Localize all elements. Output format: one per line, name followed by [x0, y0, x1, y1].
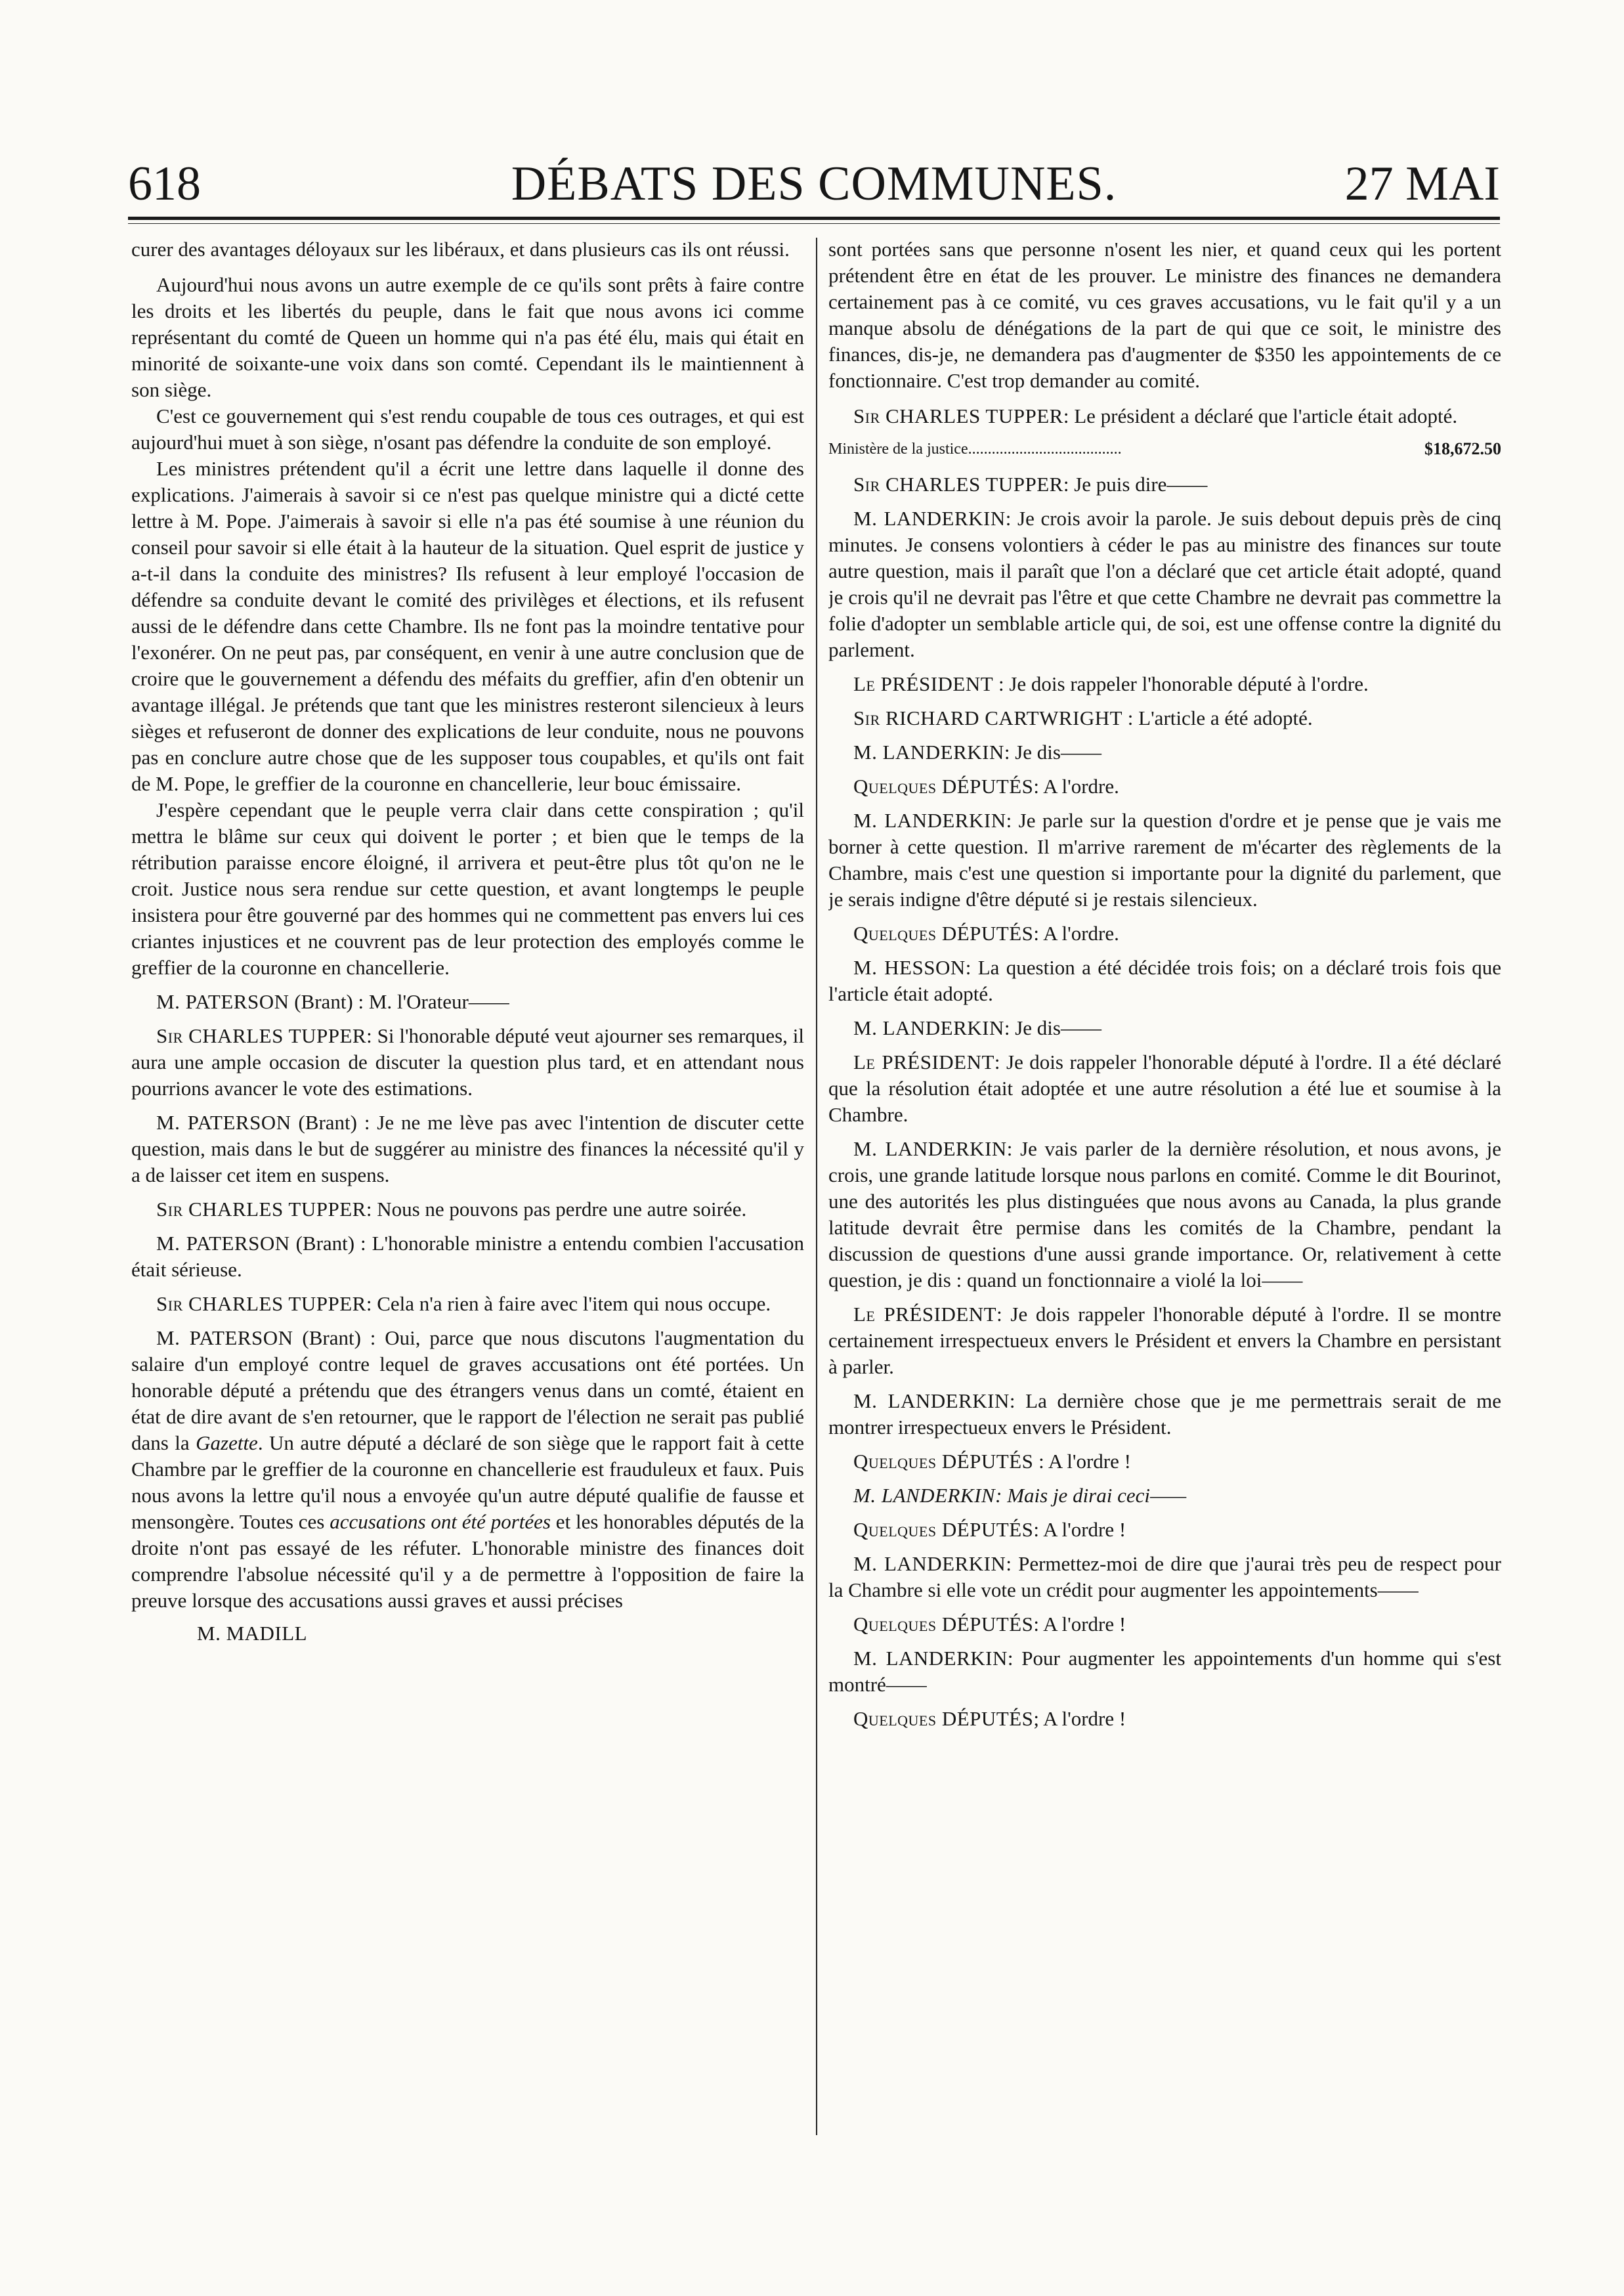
- speech-text: : Je puis dire——: [1063, 473, 1208, 496]
- right-column: [828, 236, 1501, 2219]
- speaker-name: M. LANDERKIN: [853, 507, 1006, 530]
- speech-text: (Brant) : Je ne me lève pas avec l'intention de discuter cette question, mais dans le but de suggérer au ministre des finances la nécessité qu'il y a de laisser cet item en suspens.: [131, 1111, 804, 1186]
- speaker-name: Sir CHARLES TUPPER: [156, 1292, 366, 1315]
- speech: [828, 1611, 1501, 1637]
- paragraph: sont portées sans que personne n'osent les nier, et quand ceux qui les portent prétendent être en état de les prouver. Le ministre des finances ne demandera certainement pas à ce comité, vu ces graves accusations, vu le fait qu'il y a un manque absolu de dénégations de la part de qui que ce soit, le ministre des finances, dis-je, ne demandera pas d'augmenter de $350 les appointements de ce fonctionnaire. C'est trop demander au comité.: [828, 238, 1501, 392]
- speech-text: : Permettez-moi de dire que j'aurai très peu de respect pour la Chambre si elle vote un crédit pour augmenter les appointements——: [828, 1552, 1501, 1601]
- speaker-name: Quelques DÉPUTÉS: [853, 1707, 1034, 1730]
- speaker-name: M. HESSON: [853, 956, 966, 979]
- speech: [131, 1230, 804, 1283]
- column-divider: [816, 238, 817, 2135]
- speech: [828, 808, 1501, 913]
- speech: [828, 1049, 1501, 1128]
- speech-text: : Mais je dirai ceci——: [995, 1484, 1187, 1507]
- speech: [828, 1448, 1501, 1475]
- speech-text: : L'article a été adopté.: [1122, 706, 1313, 729]
- speech-text: : Le président a déclaré que l'article était adopté.: [1063, 404, 1458, 427]
- speech: [828, 921, 1501, 947]
- speech-text: : Je parle sur la question d'ordre et je pense que je vais me borner à cette question. Il m'arrive rarement de m'écarter des règlements de la Chambre, mais c'est une question si importante pour la dignité du parlement, que je serais indigne d'être député si je restais silencieux.: [828, 809, 1501, 911]
- paragraph: C'est ce gouvernement qui s'est rendu coupable de tous ces outrages, et qui est aujourd'hui muet à son siège, n'osant pas défendre la conduite de son employé.: [131, 404, 804, 454]
- speech-text: : La dernière chose que je me permettrais serait de me montrer irrespectueux envers le Président.: [828, 1389, 1501, 1439]
- speaker-name: Quelques DÉPUTÉS: [853, 775, 1034, 798]
- speech-text: : Si l'honorable député veut ajourner ses remarques, il aura une ample occasion de discuter la question plus tard, et en attendant nous pourrions avancer le vote des estimations.: [131, 1024, 804, 1100]
- speaker-name: M. LANDERKIN: [853, 1484, 996, 1507]
- budget-amount: $18,672.50: [1424, 439, 1501, 458]
- speech-text: : A l'ordre !: [1033, 1613, 1126, 1635]
- speech: [828, 1483, 1501, 1509]
- speech-italic: Gazette: [196, 1431, 258, 1454]
- speech-text: : A l'ordre !: [1033, 1450, 1131, 1473]
- speech-text: : Je crois avoir la parole. Je suis debout depuis près de cinq minutes. Je consens volontiers à céder le pas au ministre des finances sur toute autre question, mais il paraît que l'on a déclaré que cet article était adopté, quand je crois qu'il ne devrait pas l'être et que cette Chambre ne devrait pas commettre la folie d'adopter un semblable article qui, de soi, est une offense contre la dignité du parlement.: [828, 507, 1501, 661]
- speech-text: : Je vais parler de la dernière résolution, et nous avons, je crois, une grande latitude lorsque nous parlons en comité. Comme le dit Bourinot, une des autorités les plus distinguées que nous avons au Canada, la plus grande latitude devrait être permise dans les comités de la Chambre, pendant la discussion de questions d'une aussi grande importance. Or, relativement à cette question, je dis : quand un fonctionnaire a violé la loi——: [828, 1137, 1501, 1291]
- speech-text: : Nous ne pouvons pas perdre une autre soirée.: [366, 1198, 747, 1221]
- speaker-name: Sir RICHARD CARTWRIGHT: [853, 706, 1123, 729]
- left-column: [131, 236, 804, 2219]
- speech: [131, 1291, 804, 1317]
- speech-text: : A l'ordre !: [1033, 1518, 1126, 1541]
- speech: [828, 471, 1501, 498]
- speech: [828, 955, 1501, 1007]
- speech: [828, 773, 1501, 800]
- speaker-name: M. LANDERKIN: [853, 741, 1004, 764]
- paragraph: curer des avantages déloyaux sur les libéraux, et dans plusieurs cas ils ont réussi.: [131, 238, 790, 261]
- speaker-name: Quelques DÉPUTÉS: [853, 1518, 1034, 1541]
- speech-text: : Pour augmenter les appointements d'un homme qui s'est montré——: [828, 1647, 1501, 1696]
- speech: [131, 1325, 804, 1614]
- speech: [828, 506, 1501, 663]
- header-rule: [128, 217, 1500, 220]
- speech-text: (Brant) : M. l'Orateur——: [289, 990, 509, 1013]
- speaker-name: M. LANDERKIN: [853, 1647, 1008, 1670]
- speech-text: : La question a été décidée trois fois; on a déclaré trois fois que l'article était adopté.: [828, 956, 1501, 1005]
- speaker-name: Le PRÉSIDENT: [853, 1051, 994, 1073]
- speaker-name: M. PATERSON: [156, 1111, 291, 1134]
- speech: [131, 1196, 804, 1223]
- speaker-name: M. LANDERKIN: [853, 1389, 1010, 1412]
- speech: [828, 1015, 1501, 1041]
- speaker-name: Quelques DÉPUTÉS: [853, 1613, 1034, 1635]
- speech-text: : Cela n'a rien à faire avec l'item qui nous occupe.: [366, 1292, 771, 1315]
- speech-text: : A l'ordre.: [1033, 775, 1119, 798]
- speech-text: (Brant) : L'honorable ministre a entendu combien l'accusation était sérieuse.: [131, 1232, 804, 1281]
- paragraph: Les ministres prétendent qu'il a écrit une lettre dans laquelle il donne des explications. J'aimerais à savoir si ce n'est pas quelque ministre qui a dicté cette lettre à M. Pope. J'aimerais à savoir si elle n'a pas été soumise à une réunion du conseil pour savoir si elle était à la hauteur de la situation. Quel esprit de justice y a-t-il dans la conduite des ministres? Ils refusent à leur employé l'occasion de défendre sa conduite devant le comité des privilèges et élections, et ils refusent aussi de le défendre dans cette Chambre. Ils ne font pas la moindre tentative pour l'exonérer. On ne peut pas, par conséquent, en venir à une autre conclusion que de croire que le gouvernement a défendu des méfaits du greffier, afin d'en obtenir un avantage illégal. Je prétends que tant que les ministres resteront silencieux à leurs sièges et refuseront de donner des explications de leur conduite, nous ne pouvons pas en conclure autre chose que de les supposer tous coupables, et qu'ils ont fait de M. Pope, le greffier de la couronne en chancellerie, leur bouc émissaire.: [131, 457, 804, 795]
- speaker-name: Sir CHARLES TUPPER: [156, 1024, 367, 1047]
- speech-text: : Je dois rappeler l'honorable député à l'ordre. Il se montre certainement irrespectueux envers le Président et envers la Chambre en persistant à parler.: [828, 1303, 1501, 1378]
- speaker-name: Sir CHARLES TUPPER: [853, 473, 1063, 496]
- budget-line: [828, 436, 1501, 462]
- speaker-name: Le PRÉSIDENT: [853, 1303, 997, 1326]
- speech: [828, 705, 1501, 731]
- speech: [828, 1551, 1501, 1603]
- header-rule-thin: [128, 223, 1500, 224]
- budget-item: Ministère de la justice.......................................: [828, 441, 1122, 458]
- speaker-name: Quelques DÉPUTÉS: [853, 1450, 1034, 1473]
- speech-text: . Un autre député a déclaré de son siège que le rapport fait à cette Chambre par le greffier de la couronne en chancellerie est frauduleux et faux. Puis nous avons la lettre qu'il nous a envoyée qu'un autre député qualifie de fausse et mensongère. Toutes ces: [131, 1431, 804, 1533]
- speech: [828, 1517, 1501, 1543]
- page-header: [128, 148, 1500, 227]
- speaker-name: Sir CHARLES TUPPER: [853, 404, 1063, 427]
- speech: [131, 1023, 804, 1102]
- speech: [828, 403, 1501, 429]
- page-title: DÉBATS DES COMMUNES.: [511, 157, 1117, 211]
- speaker-name: Le PRÉSIDENT: [853, 672, 994, 695]
- speech-text: (Brant) : Oui, parce que nous discutons l'augmentation du salaire d'un employé contre lequel de graves accusations ont été portées. Un honorable député a prétendu que des étrangers venus dans un comté, étaient en état de dire avant de s'en retourner, que le rapport de l'élection ne serait pas publié dans la: [131, 1326, 804, 1454]
- speech-text: : Je dis——: [1004, 741, 1101, 764]
- speech: [828, 1301, 1501, 1380]
- speech: [828, 1136, 1501, 1293]
- speaker-name: M. LANDERKIN: [853, 1137, 1007, 1160]
- catchword: M. MADILL: [197, 1622, 308, 1645]
- speech: [131, 989, 804, 1015]
- speech: [828, 739, 1501, 766]
- speech-text: : Je dois rappeler l'honorable député à l'ordre.: [993, 672, 1369, 695]
- speech-text: et les honorables députés de la droite n'ont pas essayé de les réfuter. L'honorable ministre des finances doit comprendre l'absolue nécessité qu'il y a de permettre à l'opposition de faire la preuve lorsque des accusations aussi graves et aussi précises: [131, 1510, 804, 1612]
- speech-text: : Je dis——: [1004, 1016, 1101, 1039]
- speech: [828, 1706, 1501, 1732]
- paragraph: J'espère cependant que le peuple verra clair dans cette conspiration ; qu'il mettra le blâme sur ceux qui doivent le porter ; et bien que le temps de la rétribution paraisse encore éloigné, il arrivera et peut-être plus tôt qu'on ne le croit. Justice nous sera rendue sur cette question, et avant longtemps le peuple insistera pour être gouverné par des hommes qui ne commettent pas envers lui ces criantes injustices et ne couvrent pas de leur protection des employés comme le greffier de la couronne en chancellerie.: [131, 798, 804, 979]
- speaker-name: M. PATERSON: [156, 1326, 293, 1349]
- speaker-name: M. LANDERKIN: [853, 1552, 1006, 1575]
- speaker-name: Sir CHARLES TUPPER: [156, 1198, 366, 1221]
- speech-text: ; A l'ordre !: [1033, 1707, 1126, 1730]
- paragraph: Aujourd'hui nous avons un autre exemple de ce qu'ils sont prêts à faire contre les droits et les libertés du peuple, dans le fait que nous avons ici comme représentant du comté de Queen un homme qui n'a pas été élu, mais qui était en minorité de soixante-une voix dans son comté. Cependant ils le maintiennent à son siège.: [131, 273, 804, 401]
- speaker-name: M. PATERSON: [156, 1232, 290, 1255]
- speech: [131, 1110, 804, 1188]
- speaker-name: Quelques DÉPUTÉS: [853, 922, 1034, 945]
- speech: [828, 1388, 1501, 1440]
- speech-italic: accusations ont été portées: [330, 1510, 551, 1533]
- speech-text: : Je dois rappeler l'honorable député à l'ordre. Il a été déclaré que la résolution était adoptée et une autre résolution a été lue et soumise à la Chambre.: [828, 1051, 1501, 1126]
- speech: [828, 1645, 1501, 1698]
- speech-text: : A l'ordre.: [1033, 922, 1119, 945]
- page-number: 618: [128, 157, 201, 211]
- speaker-name: M. LANDERKIN: [853, 1016, 1004, 1039]
- page-date: 27 MAI: [1344, 157, 1500, 211]
- speech: [828, 671, 1501, 697]
- speaker-name: M. PATERSON: [156, 990, 289, 1013]
- speaker-name: M. LANDERKIN: [853, 809, 1006, 832]
